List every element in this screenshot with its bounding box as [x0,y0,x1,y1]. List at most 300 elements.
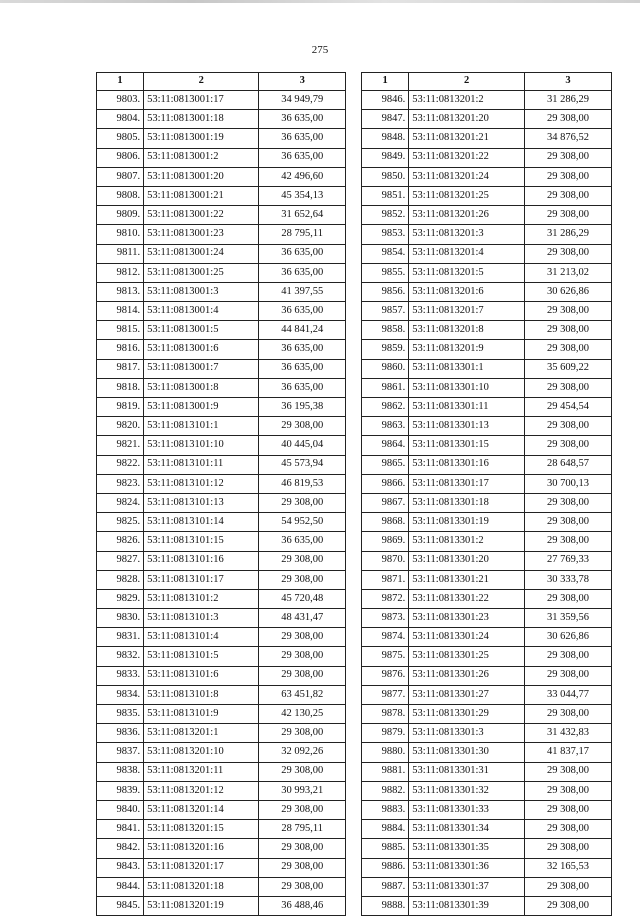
row-number-cell: 9827. [97,551,144,570]
value-cell: 29 308,00 [524,436,611,455]
row-number-cell: 9869. [362,532,409,551]
cadastral-number-cell: 53:11:0813001:22 [144,206,259,225]
value-cell: 36 635,00 [259,148,346,167]
cadastral-number-cell: 53:11:0813201:18 [144,877,259,896]
value-cell: 29 308,00 [524,244,611,263]
table-row [97,129,346,148]
cadastral-number-cell: 53:11:0813301:33 [409,800,525,819]
cadastral-number-cell: 53:11:0813101:8 [144,685,259,704]
value-cell: 29 308,00 [524,589,611,608]
cadastral-number-cell: 53:11:0813101:10 [144,436,259,455]
row-number-cell: 9862. [362,398,409,417]
row-number-cell: 9825. [97,513,144,532]
row-number-cell: 9840. [97,800,144,819]
row-number-cell: 9847. [362,110,409,129]
table-row [362,436,612,455]
value-cell: 29 308,00 [259,417,346,436]
cadastral-number-cell: 53:11:0813201:4 [409,244,525,263]
cadastral-number-cell: 53:11:0813201:24 [409,167,525,186]
table-row [97,436,346,455]
row-number-cell: 9823. [97,474,144,493]
value-cell: 36 488,46 [259,896,346,915]
value-cell: 29 308,00 [259,877,346,896]
table-row [362,398,612,417]
row-number-cell: 9822. [97,455,144,474]
cadastral-number-cell: 53:11:0813301:32 [409,781,525,800]
cadastral-number-cell: 53:11:0813201:19 [144,896,259,915]
value-cell: 44 841,24 [259,321,346,340]
table-row [362,302,612,321]
cadastral-number-cell: 53:11:0813301:3 [409,724,525,743]
cadastral-number-cell: 53:11:0813301:22 [409,589,525,608]
cadastral-number-cell: 53:11:0813101:5 [144,647,259,666]
cadastral-number-cell: 53:11:0813001:9 [144,398,259,417]
value-cell: 29 308,00 [524,820,611,839]
cadastral-number-cell: 53:11:0813201:7 [409,302,525,321]
table-body-right [362,91,612,916]
value-cell: 36 635,00 [259,244,346,263]
value-cell: 32 165,53 [524,858,611,877]
table-row [362,417,612,436]
cadastral-number-cell: 53:11:0813301:2 [409,532,525,551]
row-number-cell: 9841. [97,820,144,839]
cadastral-number-cell: 53:11:0813301:27 [409,685,525,704]
table-row [97,167,346,186]
table-row [362,378,612,397]
cadastral-number-cell: 53:11:0813301:1 [409,359,525,378]
table-row [97,417,346,436]
cadastral-number-cell: 53:11:0813201:11 [144,762,259,781]
value-cell: 42 130,25 [259,705,346,724]
value-cell: 29 308,00 [524,532,611,551]
value-cell: 36 635,00 [259,359,346,378]
cadastral-number-cell: 53:11:0813301:13 [409,417,525,436]
row-number-cell: 9813. [97,282,144,301]
table-row [97,589,346,608]
cadastral-number-cell: 53:11:0813301:10 [409,378,525,397]
row-number-cell: 9860. [362,359,409,378]
cadastral-number-cell: 53:11:0813001:23 [144,225,259,244]
register-table-left [96,72,346,916]
cadastral-number-cell: 53:11:0813301:20 [409,551,525,570]
table-row [362,513,612,532]
row-number-cell: 9821. [97,436,144,455]
row-number-cell: 9810. [97,225,144,244]
value-cell: 29 308,00 [524,877,611,896]
table-row [362,685,612,704]
table-body-left [97,91,346,916]
row-number-cell: 9863. [362,417,409,436]
page-number: 275 [311,44,329,56]
value-cell: 34 876,52 [524,129,611,148]
table-row [97,647,346,666]
row-number-cell: 9877. [362,685,409,704]
table-row [362,359,612,378]
row-number-cell: 9867. [362,493,409,512]
row-number-cell: 9881. [362,762,409,781]
table-row [362,206,612,225]
table-row [362,244,612,263]
table-row [362,225,612,244]
row-number-cell: 9817. [97,359,144,378]
row-number-cell: 9834. [97,685,144,704]
table-row [362,167,612,186]
value-cell: 42 496,60 [259,167,346,186]
value-cell: 35 609,22 [524,359,611,378]
value-cell: 29 308,00 [524,781,611,800]
row-number-cell: 9876. [362,666,409,685]
table-row [97,762,346,781]
column-header-3: 3 [259,73,346,91]
table-row [97,705,346,724]
value-cell: 29 308,00 [524,647,611,666]
table-row [362,820,612,839]
row-number-cell: 9852. [362,206,409,225]
row-number-cell: 9858. [362,321,409,340]
value-cell: 30 626,86 [524,628,611,647]
cadastral-number-cell: 53:11:0813001:4 [144,302,259,321]
value-cell: 31 213,02 [524,263,611,282]
value-cell: 41 837,17 [524,743,611,762]
row-number-cell: 9833. [97,666,144,685]
row-number-cell: 9849. [362,148,409,167]
value-cell: 30 626,86 [524,282,611,301]
value-cell: 40 445,04 [259,436,346,455]
cadastral-number-cell: 53:11:0813201:14 [144,800,259,819]
cadastral-number-cell: 53:11:0813301:25 [409,647,525,666]
value-cell: 31 652,64 [259,206,346,225]
value-cell: 36 635,00 [259,340,346,359]
column-header-1: 1 [362,73,409,91]
table-row [362,532,612,551]
cadastral-number-cell: 53:11:0813101:14 [144,513,259,532]
column-header-2: 2 [144,73,259,91]
cadastral-number-cell: 53:11:0813301:11 [409,398,525,417]
table-row [362,129,612,148]
table-row [97,110,346,129]
value-cell: 29 308,00 [524,493,611,512]
row-number-cell: 9826. [97,532,144,551]
row-number-cell: 9831. [97,628,144,647]
row-number-cell: 9857. [362,302,409,321]
row-number-cell: 9856. [362,282,409,301]
table-row [362,263,612,282]
scan-top-edge [0,0,640,3]
row-number-cell: 9855. [362,263,409,282]
value-cell: 30 333,78 [524,570,611,589]
table-row [362,647,612,666]
value-cell: 36 635,00 [259,263,346,282]
row-number-cell: 9814. [97,302,144,321]
table-row [97,570,346,589]
row-number-cell: 9811. [97,244,144,263]
table-row [97,896,346,915]
row-number-cell: 9818. [97,378,144,397]
cadastral-number-cell: 53:11:0813301:31 [409,762,525,781]
cadastral-number-cell: 53:11:0813301:17 [409,474,525,493]
table-row [97,91,346,110]
cadastral-number-cell: 53:11:0813101:1 [144,417,259,436]
value-cell: 29 308,00 [524,762,611,781]
value-cell: 54 952,50 [259,513,346,532]
value-cell: 31 286,29 [524,225,611,244]
table-row [97,532,346,551]
table-row [362,896,612,915]
row-number-cell: 9883. [362,800,409,819]
table-row [362,666,612,685]
cadastral-number-cell: 53:11:0813301:37 [409,877,525,896]
value-cell: 36 195,38 [259,398,346,417]
table-row [97,685,346,704]
value-cell: 30 993,21 [259,781,346,800]
table-header-row [362,73,612,91]
cadastral-number-cell: 53:11:0813301:35 [409,839,525,858]
value-cell: 29 308,00 [524,302,611,321]
row-number-cell: 9830. [97,609,144,628]
value-cell: 29 308,00 [524,378,611,397]
row-number-cell: 9819. [97,398,144,417]
row-number-cell: 9816. [97,340,144,359]
row-number-cell: 9806. [97,148,144,167]
row-number-cell: 9808. [97,186,144,205]
table-row [362,282,612,301]
table-row [97,321,346,340]
cadastral-number-cell: 53:11:0813301:19 [409,513,525,532]
row-number-cell: 9838. [97,762,144,781]
value-cell: 29 308,00 [259,800,346,819]
table-row [362,839,612,858]
cadastral-number-cell: 53:11:0813201:25 [409,186,525,205]
value-cell: 36 635,00 [259,110,346,129]
row-number-cell: 9874. [362,628,409,647]
cadastral-number-cell: 53:11:0813201:1 [144,724,259,743]
row-number-cell: 9805. [97,129,144,148]
table-row [97,724,346,743]
cadastral-number-cell: 53:11:0813101:17 [144,570,259,589]
cadastral-number-cell: 53:11:0813101:6 [144,666,259,685]
table-row [362,589,612,608]
value-cell: 29 308,00 [524,839,611,858]
value-cell: 36 635,00 [259,378,346,397]
cadastral-number-cell: 53:11:0813201:2 [409,91,525,110]
column-header-2: 2 [409,73,525,91]
cadastral-number-cell: 53:11:0813001:20 [144,167,259,186]
table-row [97,455,346,474]
table-row [97,820,346,839]
value-cell: 27 769,33 [524,551,611,570]
table-row [97,263,346,282]
value-cell: 28 795,11 [259,225,346,244]
cadastral-number-cell: 53:11:0813101:9 [144,705,259,724]
row-number-cell: 9815. [97,321,144,340]
table-row [362,493,612,512]
cadastral-number-cell: 53:11:0813301:36 [409,858,525,877]
row-number-cell: 9843. [97,858,144,877]
value-cell: 29 308,00 [524,896,611,915]
table-row [97,628,346,647]
table-row [97,148,346,167]
row-number-cell: 9882. [362,781,409,800]
table-row [362,781,612,800]
cadastral-number-cell: 53:11:0813201:3 [409,225,525,244]
row-number-cell: 9837. [97,743,144,762]
cadastral-number-cell: 53:11:0813001:24 [144,244,259,263]
table-row [362,474,612,493]
cadastral-number-cell: 53:11:0813101:13 [144,493,259,512]
cadastral-number-cell: 53:11:0813101:4 [144,628,259,647]
value-cell: 31 359,56 [524,609,611,628]
table-row [362,148,612,167]
table-row [362,91,612,110]
row-number-cell: 9851. [362,186,409,205]
value-cell: 29 308,00 [259,570,346,589]
row-number-cell: 9820. [97,417,144,436]
value-cell: 36 635,00 [259,532,346,551]
row-number-cell: 9864. [362,436,409,455]
table-row [362,340,612,359]
row-number-cell: 9865. [362,455,409,474]
table-row [97,225,346,244]
value-cell: 29 308,00 [259,493,346,512]
row-number-cell: 9870. [362,551,409,570]
column-header-1: 1 [97,73,144,91]
cadastral-number-cell: 53:11:0813001:2 [144,148,259,167]
table-row [97,493,346,512]
row-number-cell: 9886. [362,858,409,877]
row-number-cell: 9872. [362,589,409,608]
value-cell: 28 648,57 [524,455,611,474]
row-number-cell: 9846. [362,91,409,110]
cadastral-number-cell: 53:11:0813001:18 [144,110,259,129]
value-cell: 28 795,11 [259,820,346,839]
value-cell: 30 700,13 [524,474,611,493]
cadastral-number-cell: 53:11:0813201:22 [409,148,525,167]
cadastral-number-cell: 53:11:0813101:3 [144,609,259,628]
table-row [362,743,612,762]
value-cell: 31 432,83 [524,724,611,743]
table-row [362,724,612,743]
cadastral-number-cell: 53:11:0813001:21 [144,186,259,205]
row-number-cell: 9807. [97,167,144,186]
value-cell: 29 308,00 [259,724,346,743]
table-header-row [97,73,346,91]
table-row [97,781,346,800]
value-cell: 29 308,00 [259,551,346,570]
table-row [362,570,612,589]
register-table-right [361,72,612,916]
value-cell: 29 308,00 [524,340,611,359]
cadastral-number-cell: 53:11:0813301:29 [409,705,525,724]
value-cell: 29 308,00 [259,666,346,685]
cadastral-number-cell: 53:11:0813201:12 [144,781,259,800]
row-number-cell: 9868. [362,513,409,532]
cadastral-number-cell: 53:11:0813101:12 [144,474,259,493]
value-cell: 34 949,79 [259,91,346,110]
cadastral-number-cell: 53:11:0813001:8 [144,378,259,397]
row-number-cell: 9828. [97,570,144,589]
table-row [362,705,612,724]
table-row [97,340,346,359]
table-row [362,628,612,647]
row-number-cell: 9835. [97,705,144,724]
value-cell: 29 308,00 [524,206,611,225]
value-cell: 29 308,00 [259,628,346,647]
table-row [362,800,612,819]
cadastral-number-cell: 53:11:0813301:39 [409,896,525,915]
cadastral-number-cell: 53:11:0813301:30 [409,743,525,762]
value-cell: 29 308,00 [524,705,611,724]
row-number-cell: 9832. [97,647,144,666]
cadastral-number-cell: 53:11:0813201:8 [409,321,525,340]
table-row [362,858,612,877]
value-cell: 32 092,26 [259,743,346,762]
value-cell: 29 308,00 [259,647,346,666]
table-row [97,378,346,397]
row-number-cell: 9879. [362,724,409,743]
cadastral-number-cell: 53:11:0813201:5 [409,263,525,282]
cadastral-number-cell: 53:11:0813201:16 [144,839,259,858]
value-cell: 29 308,00 [524,800,611,819]
row-number-cell: 9829. [97,589,144,608]
row-number-cell: 9859. [362,340,409,359]
table-row [97,282,346,301]
value-cell: 36 635,00 [259,129,346,148]
table-row [97,858,346,877]
table-row [362,551,612,570]
row-number-cell: 9878. [362,705,409,724]
table-row [97,513,346,532]
row-number-cell: 9850. [362,167,409,186]
value-cell: 45 354,13 [259,186,346,205]
row-number-cell: 9854. [362,244,409,263]
cadastral-number-cell: 53:11:0813001:3 [144,282,259,301]
table-row [97,244,346,263]
value-cell: 29 308,00 [524,417,611,436]
row-number-cell: 9888. [362,896,409,915]
cadastral-number-cell: 53:11:0813201:9 [409,340,525,359]
cadastral-number-cell: 53:11:0813001:17 [144,91,259,110]
row-number-cell: 9873. [362,609,409,628]
row-number-cell: 9853. [362,225,409,244]
value-cell: 36 635,00 [259,302,346,321]
row-number-cell: 9871. [362,570,409,589]
column-header-3: 3 [524,73,611,91]
cadastral-number-cell: 53:11:0813101:11 [144,455,259,474]
value-cell: 45 720,48 [259,589,346,608]
table-row [97,302,346,321]
row-number-cell: 9880. [362,743,409,762]
table-row [97,839,346,858]
table-row [362,455,612,474]
cadastral-number-cell: 53:11:0813001:19 [144,129,259,148]
value-cell: 29 308,00 [259,839,346,858]
value-cell: 45 573,94 [259,455,346,474]
value-cell: 29 308,00 [524,167,611,186]
cadastral-number-cell: 53:11:0813301:23 [409,609,525,628]
value-cell: 29 308,00 [259,762,346,781]
value-cell: 33 044,77 [524,685,611,704]
row-number-cell: 9839. [97,781,144,800]
cadastral-number-cell: 53:11:0813001:6 [144,340,259,359]
cadastral-number-cell: 53:11:0813201:15 [144,820,259,839]
cadastral-number-cell: 53:11:0813101:16 [144,551,259,570]
table-row [97,800,346,819]
cadastral-number-cell: 53:11:0813301:18 [409,493,525,512]
row-number-cell: 9803. [97,91,144,110]
table-row [97,206,346,225]
row-number-cell: 9836. [97,724,144,743]
value-cell: 29 308,00 [524,513,611,532]
